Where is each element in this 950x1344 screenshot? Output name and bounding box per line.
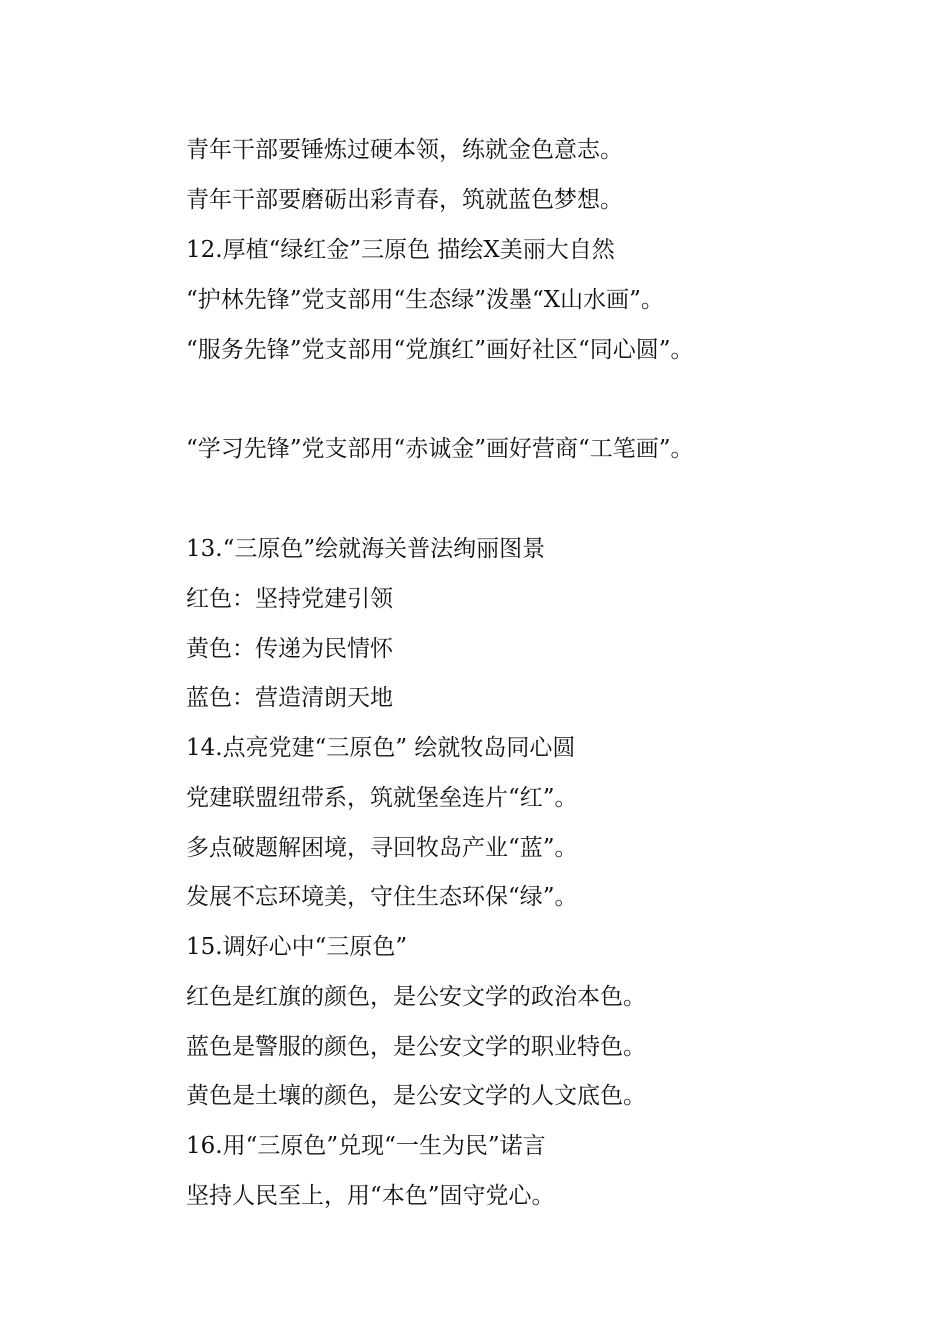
body-line: 红色是红旗的颜色，是公安文学的政治本色。 xyxy=(186,984,646,1010)
body-line: 多点破题解困境，寻回牧岛产业“蓝”。 xyxy=(186,835,578,861)
body-line: 青年干部要锤炼过硬本领，练就金色意志。 xyxy=(186,137,623,163)
body-line: 红色：坚持党建引领 xyxy=(186,586,393,612)
body-line: “学习先锋”党支部用“赤诚金”画好营商“工笔画”。 xyxy=(186,436,694,462)
section-heading: 14.点亮党建“三原色” 绘就牧岛同心圆 xyxy=(186,735,576,761)
section-heading: 13.“三原色”绘就海关普法绚丽图景 xyxy=(186,536,546,562)
body-line: 坚持人民至上，用“本色”固守党心。 xyxy=(186,1183,555,1209)
body-line: 党建联盟纽带系，筑就堡垒连片“红”。 xyxy=(186,785,578,811)
body-line: 黄色是土壤的颜色，是公安文学的人文底色。 xyxy=(186,1083,646,1109)
body-line: “护林先锋”党支部用“生态绿”泼墨“X山水画”。 xyxy=(186,287,664,313)
section-heading: 15.调好心中“三原色” xyxy=(186,934,408,960)
body-line: 蓝色：营造清朗天地 xyxy=(186,685,393,711)
body-line: 蓝色是警服的颜色，是公安文学的职业特色。 xyxy=(186,1034,646,1060)
body-line: “服务先锋”党支部用“党旗红”画好社区“同心圆”。 xyxy=(186,337,694,363)
body-line: 青年干部要磨砺出彩青春，筑就蓝色梦想。 xyxy=(186,187,623,213)
body-line: 发展不忘环境美，守住生态环保“绿”。 xyxy=(186,884,578,910)
body-line: 黄色：传递为民情怀 xyxy=(186,636,393,662)
section-heading: 12.厚植“绿红金”三原色 描绘X美丽大自然 xyxy=(186,237,615,263)
section-heading: 16.用“三原色”兑现“一生为民”诺言 xyxy=(186,1133,546,1159)
